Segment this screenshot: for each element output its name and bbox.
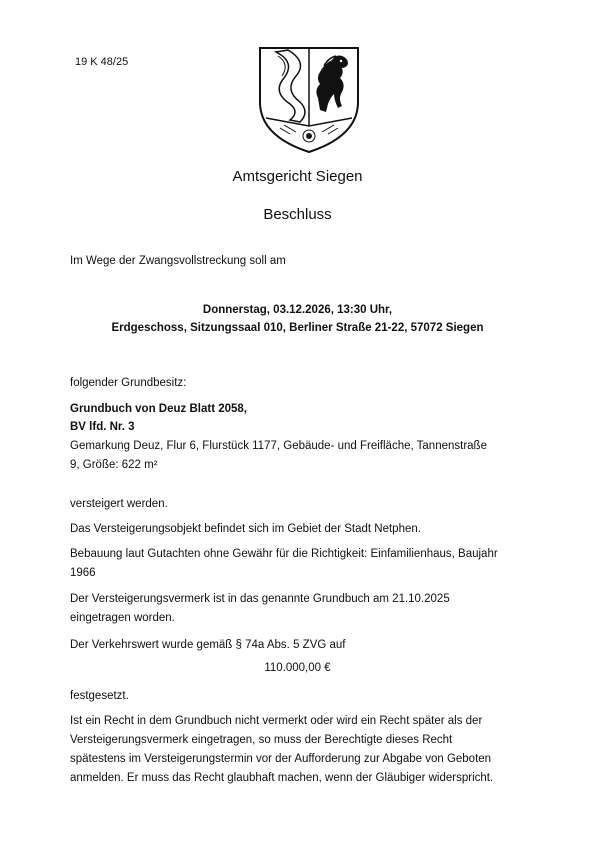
auction-location: Erdgeschoss, Sitzungssaal 010, Berliner Straße 21-22, 57072 Siegen [111,322,484,334]
inventory-number: BV lfd. Nr. 3 [70,421,135,433]
land-register: Grundbuch von Deuz Blatt 2058, [70,403,247,415]
coat-of-arms-icon [256,44,362,154]
register-note-line-2: eingetragen worden. [70,612,175,624]
auction-date: Donnerstag, 03.12.2026, 13:30 Uhr, [202,304,393,316]
building-line-2: 1966 [70,567,96,579]
rights-line-1: Ist ein Recht in dem Grundbuch nicht vermerkt oder wird ein Recht später als der [70,715,483,727]
document-title: Beschluss [263,206,332,223]
market-value-amount: 110.000,00 € [264,662,331,674]
building-line-1: Bebauung laut Gutachten ohne Gewähr für die Richtigkeit: Einfamilienhaus, Baujahr [70,548,498,560]
court-name: Amtsgericht Siegen [232,168,363,185]
rights-line-2: Versteigerungsvermerk eingetragen, so muss der Berechtigte dieses Recht [70,734,453,746]
object-location: Das Versteigerungsobjekt befindet sich im Gebiet der Stadt Netphen. [70,523,421,535]
rights-line-3: spätestens im Versteigerungstermin vor der Aufforderung zur Abgabe von Geboten [70,753,492,765]
auction-statement: versteigert werden. [70,498,168,510]
market-value-text: Der Verkehrswert wurde gemäß § 74a Abs. 5 ZVG auf [70,639,346,651]
register-note-line-1: Der Versteigerungsvermerk ist in das genannte Grundbuch am 21.10.2025 [70,593,450,605]
parcel-line-2: 9, Größe: 622 m² [70,459,158,471]
intro-text: Im Wege der Zwangsvollstreckung soll am [70,255,286,267]
property-intro: folgender Grundbesitz: [70,377,187,389]
fixed-text: festgesetzt. [70,690,129,702]
rights-line-4: anmelden. Er muss das Recht glaubhaft machen, wenn der Gläubiger widerspricht. [70,772,494,784]
parcel-line-1: Gemarkung Deuz, Flur 6, Flurstück 1177, Gebäude- und Freifläche, Tannenstraße [70,440,487,452]
case-number: 19 K 48/25 [75,56,129,68]
